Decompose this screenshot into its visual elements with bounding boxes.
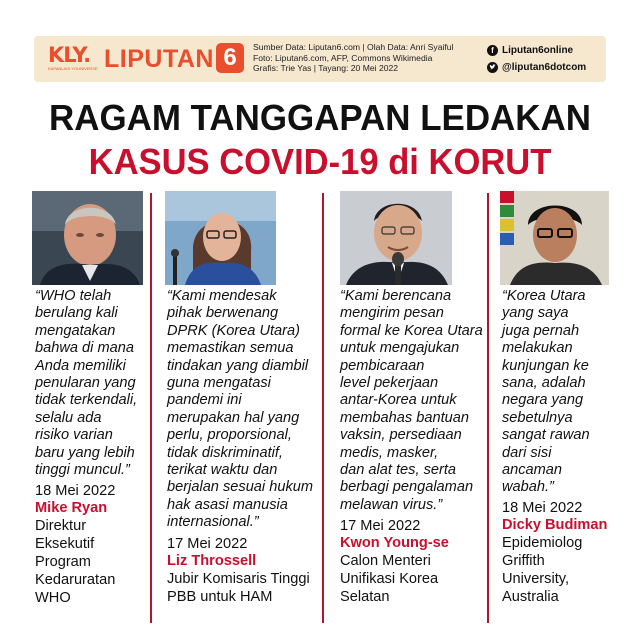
quote-line: untuk mengajukan [340, 340, 460, 357]
quote-line: kunjungan ke [502, 357, 589, 374]
name-kwon-young-se: Kwon Young-se [340, 535, 449, 551]
photo-dicky-budiman [500, 191, 609, 285]
quote-line: pembicaraan [340, 357, 425, 374]
quote-line: tinggi muncul.” [35, 462, 130, 479]
quote-line: membahas bantuan [340, 409, 469, 426]
quote-line: sana, adalah [502, 375, 586, 392]
role-line: University, [502, 571, 570, 587]
quote-line: internasional.” [167, 514, 259, 531]
kly-tagline: KAPANLAGI YOUNIVERSE [48, 66, 98, 71]
quote-line: guna mengatasi [167, 375, 271, 392]
quote-line: pihak berwenang [167, 305, 279, 322]
date-kwon-young-se: 17 Mei 2022 [340, 518, 421, 534]
quote-line: “Korea Utara [502, 288, 586, 304]
date-mike-ryan: 18 Mei 2022 [35, 483, 116, 499]
quote-line: tidak terkendali, [35, 392, 138, 409]
brand-name: LIPUTAN [104, 45, 214, 73]
quote-line: yang saya [502, 305, 569, 322]
quote-line: dan alat tes, serta [340, 462, 457, 479]
quote-line: formal ke Korea Utara [340, 322, 483, 339]
quote-line: tindakan yang diambil [167, 357, 309, 374]
quote-line: bahwa di mana [35, 340, 134, 357]
quote-line: penularan yang [35, 375, 136, 392]
column-divider [322, 193, 324, 623]
quote-line: risiko varian [35, 427, 113, 444]
title-line-2: KASUS COVID-19 di KORUT [88, 141, 552, 182]
kly-logo-text: KLY. [48, 43, 91, 67]
quote-line: antar-Korea untuk [340, 392, 457, 409]
role-line: Program [35, 554, 91, 570]
facebook-link[interactable] [487, 42, 586, 59]
quote-line: baru yang lebih [35, 444, 135, 461]
twitter-handle: @liputan6dotcom [502, 62, 587, 73]
role-line: Selatan [340, 589, 390, 605]
date-dicky-budiman: 18 Mei 2022 [502, 500, 583, 516]
quote-line: melawan virus.” [340, 496, 443, 513]
facebook-handle: Liputan6online [502, 45, 574, 56]
credit-line-photo: Foto: Liputan6.com, AFP, Commons Wikimedia [253, 52, 433, 63]
date-liz-throssell: 17 Mei 2022 [167, 536, 248, 552]
column-divider [487, 193, 489, 623]
role-line: Griffith [502, 553, 545, 569]
role-line: PBB untuk HAM [167, 589, 273, 605]
quote-line: negara yang [502, 392, 584, 409]
quote-line: merupakan hal yang [167, 409, 300, 426]
quote-line: juga pernah [502, 322, 580, 339]
quote-line: vaksin, persediaan [340, 427, 462, 444]
role-kwon-young-se [340, 552, 438, 606]
quote-line: sebetulnya [502, 409, 573, 426]
role-dicky-budiman [502, 534, 582, 606]
quote-line: pandemi ini [167, 392, 242, 409]
role-line: Unifikasi Korea [340, 571, 439, 587]
twitter-icon [487, 62, 498, 73]
role-line: Jubir Komisaris Tinggi [167, 571, 310, 587]
quote-line: ancaman [502, 462, 563, 479]
quote-line: mengirim pesan [340, 305, 444, 322]
title-line-1: RAGAM TANGGAPAN LEDAKAN [49, 97, 591, 138]
quote-line: memastikan semua [167, 340, 294, 357]
quote-line: Anda memiliki [35, 357, 126, 374]
quote-kwon-young-se [340, 288, 483, 514]
quote-line: wabah.” [502, 479, 554, 496]
role-mike-ryan [35, 517, 115, 607]
quote-line: “WHO telah [35, 288, 112, 304]
photo-liz-throssell [165, 191, 276, 285]
name-dicky-budiman: Dicky Budiman [502, 517, 608, 533]
role-line: WHO [35, 590, 71, 606]
quote-mike-ryan [35, 288, 137, 479]
credit-line-graphic: Grafis: Trie Yas | Tayang: 20 Mei 2022 [253, 63, 399, 73]
credit-line-source: Sumber Data: Liputan6.com | Olah Data: Anri Syaiful [253, 42, 454, 52]
brand-number: 6 [216, 43, 244, 73]
role-line: Direktur [35, 518, 87, 534]
social-links [487, 42, 586, 76]
column-divider [150, 193, 152, 623]
role-line: Kedaruratan [35, 572, 116, 588]
quote-line: level pekerjaan [340, 375, 439, 392]
role-line: Eksekutif [35, 536, 95, 552]
role-liz-throssell [167, 570, 310, 606]
name-mike-ryan: Mike Ryan [35, 500, 108, 516]
quote-line: melakukan [502, 340, 573, 357]
quote-line: terikat waktu dan [167, 462, 278, 479]
quote-line: berulang kali [35, 305, 118, 322]
role-line: Epidemiolog [502, 535, 583, 551]
quote-line: hak asasi manusia [167, 496, 288, 513]
credits [253, 42, 453, 74]
role-line: Calon Menteri [340, 553, 431, 569]
quote-line: berbagi pengalaman [340, 479, 474, 496]
kly-logo [48, 43, 98, 73]
photo-kwon-young-se [340, 191, 452, 285]
quote-line: dari sisi [502, 444, 552, 461]
twitter-link[interactable] [487, 59, 586, 76]
quote-line: medis, masker, [340, 444, 439, 461]
role-line: Australia [502, 589, 559, 605]
quote-line: sangat rawan [502, 427, 590, 444]
quote-line: DPRK (Korea Utara) [167, 322, 301, 339]
quote-line: berjalan sesuai hukum [167, 479, 314, 496]
quote-line: perlu, proporsional, [167, 427, 292, 444]
quote-line: tidak diskriminatif, [167, 444, 283, 461]
name-liz-throssell: Liz Throssell [167, 553, 257, 569]
quote-line: “Kami mendesak [167, 288, 277, 304]
quote-line: “Kami berencana [340, 288, 452, 304]
quote-line: mengatakan [35, 322, 116, 339]
quote-line: selalu ada [35, 409, 102, 426]
quote-liz-throssell [167, 288, 313, 532]
facebook-icon: f [487, 45, 498, 56]
quote-dicky-budiman [502, 288, 590, 497]
photo-mike-ryan [32, 191, 143, 285]
